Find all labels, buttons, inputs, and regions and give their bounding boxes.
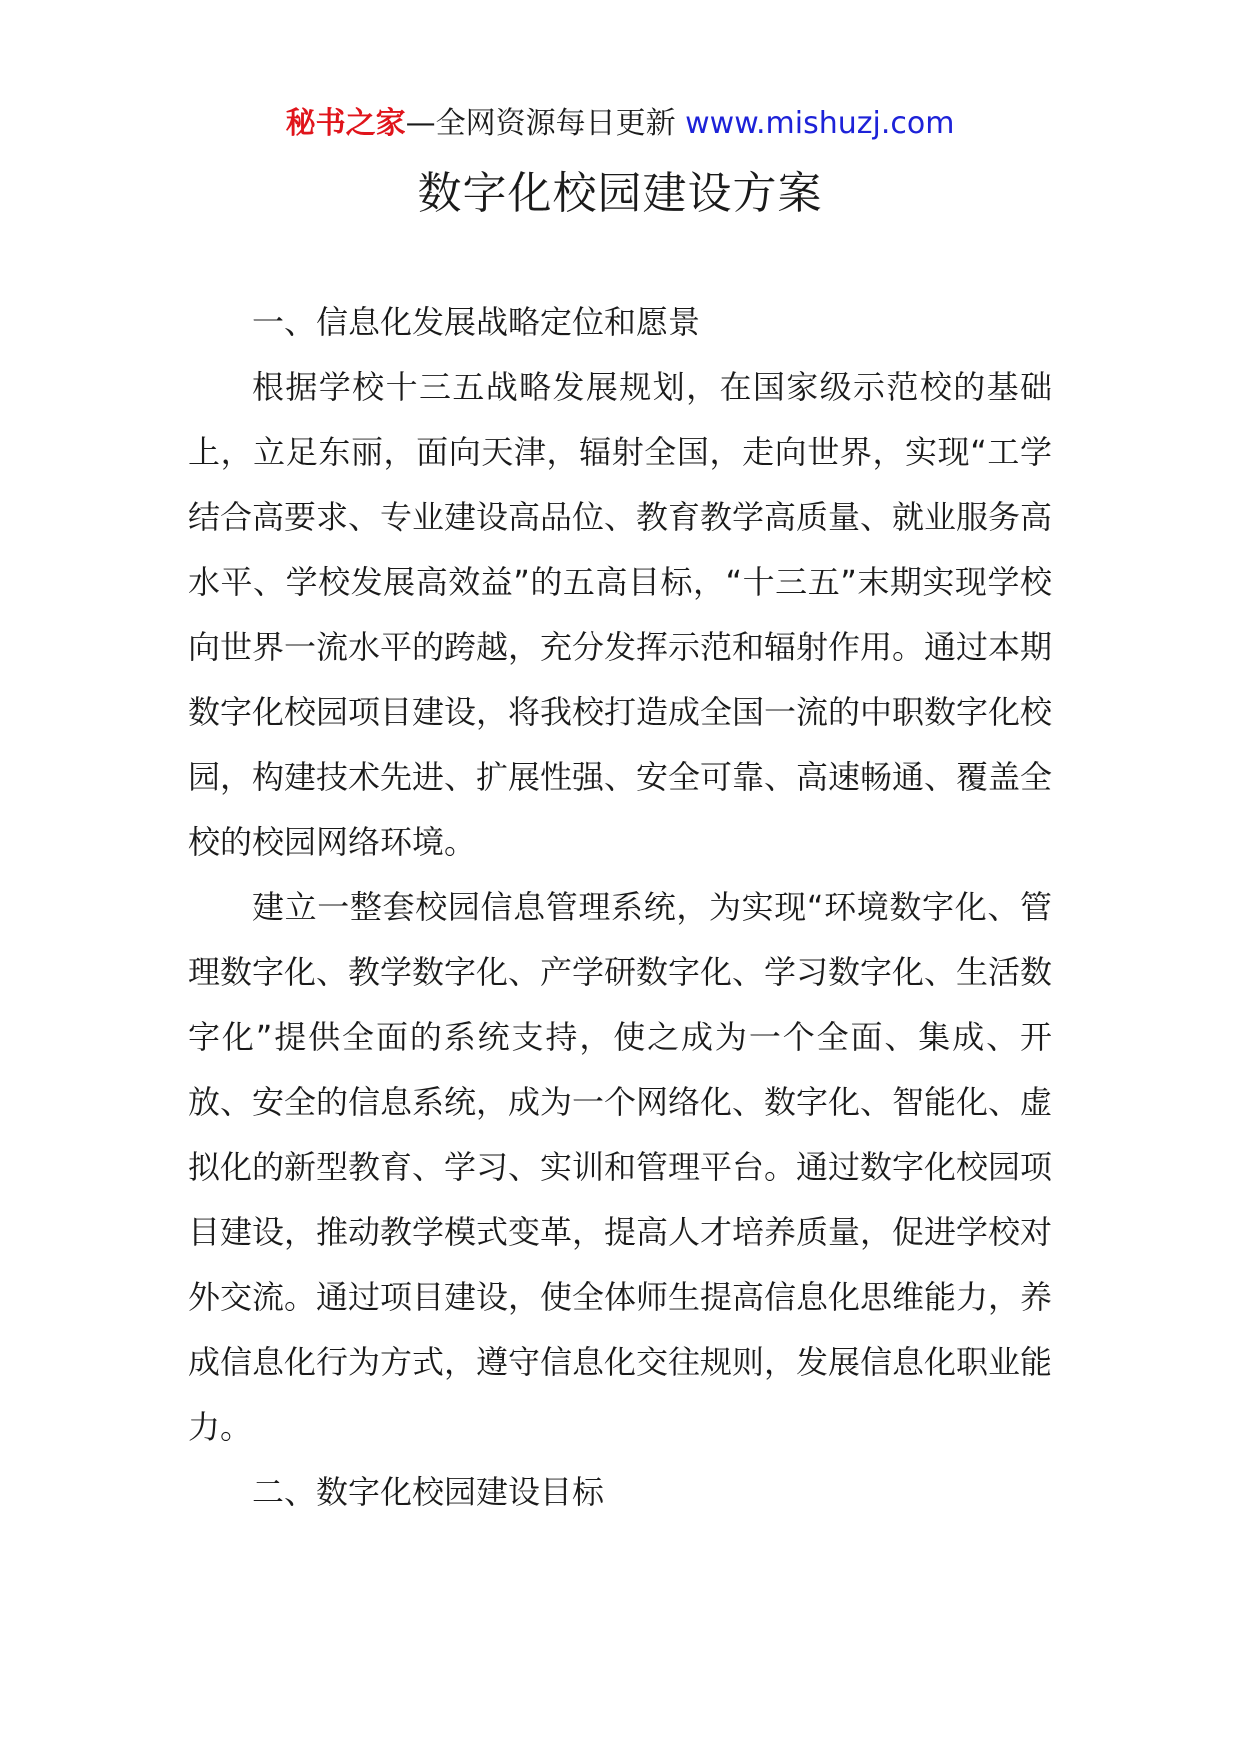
paragraph-2: 建立一整套校园信息管理系统，为实现“环境数字化、管理数字化、教学数字化、产学研数字化、学习数字化、生活数字化”提供全面的系统支持，使之成为一个全面、集成、开放、安全的信息系统，成为一个网络化、数字化、智能化、虚拟化的新型教育、学习、实训和管理平台。通过数字化校园项目建设，推动教学模式变革，提高人才培养质量，促进学校对外交流。通过项目建设，使全体师生提高信息化思维能力，养成信息化行为方式，遵守信息化交往规则，发展信息化职业能力。: [188, 888, 1053, 1446]
paragraph-1: 根据学校十三五战略发展规划，在国家级示范校的基础上，立足东丽，面向天津，辐射全国，走向世界，实现“工学结合高要求、专业建设高品位、教育教学高质量、就业服务高水平、学校发展高效益”的五高目标，“十三五”末期实现学校向世界一流水平的跨越，充分发挥示范和辐射作用。通过本期数字化校园项目建设，将我校打造成全国一流的中职数字化校园，构建技术先进、扩展性强、安全可靠、高速畅通、覆盖全校的校园网络环境。: [188, 368, 1053, 861]
site-url-link[interactable]: www.mishuzj.com: [685, 106, 955, 141]
section-heading-1: 一、信息化发展战略定位和愿景: [252, 303, 701, 341]
section-heading-2: 二、数字化校园建设目标: [252, 1473, 605, 1511]
document-body: [188, 290, 1052, 1525]
document-title: 数字化校园建设方案: [417, 168, 823, 219]
site-header: [0, 104, 1240, 144]
header-tagline: —全网资源每日更新: [405, 106, 676, 141]
brand-name: 秘书之家: [285, 106, 406, 141]
